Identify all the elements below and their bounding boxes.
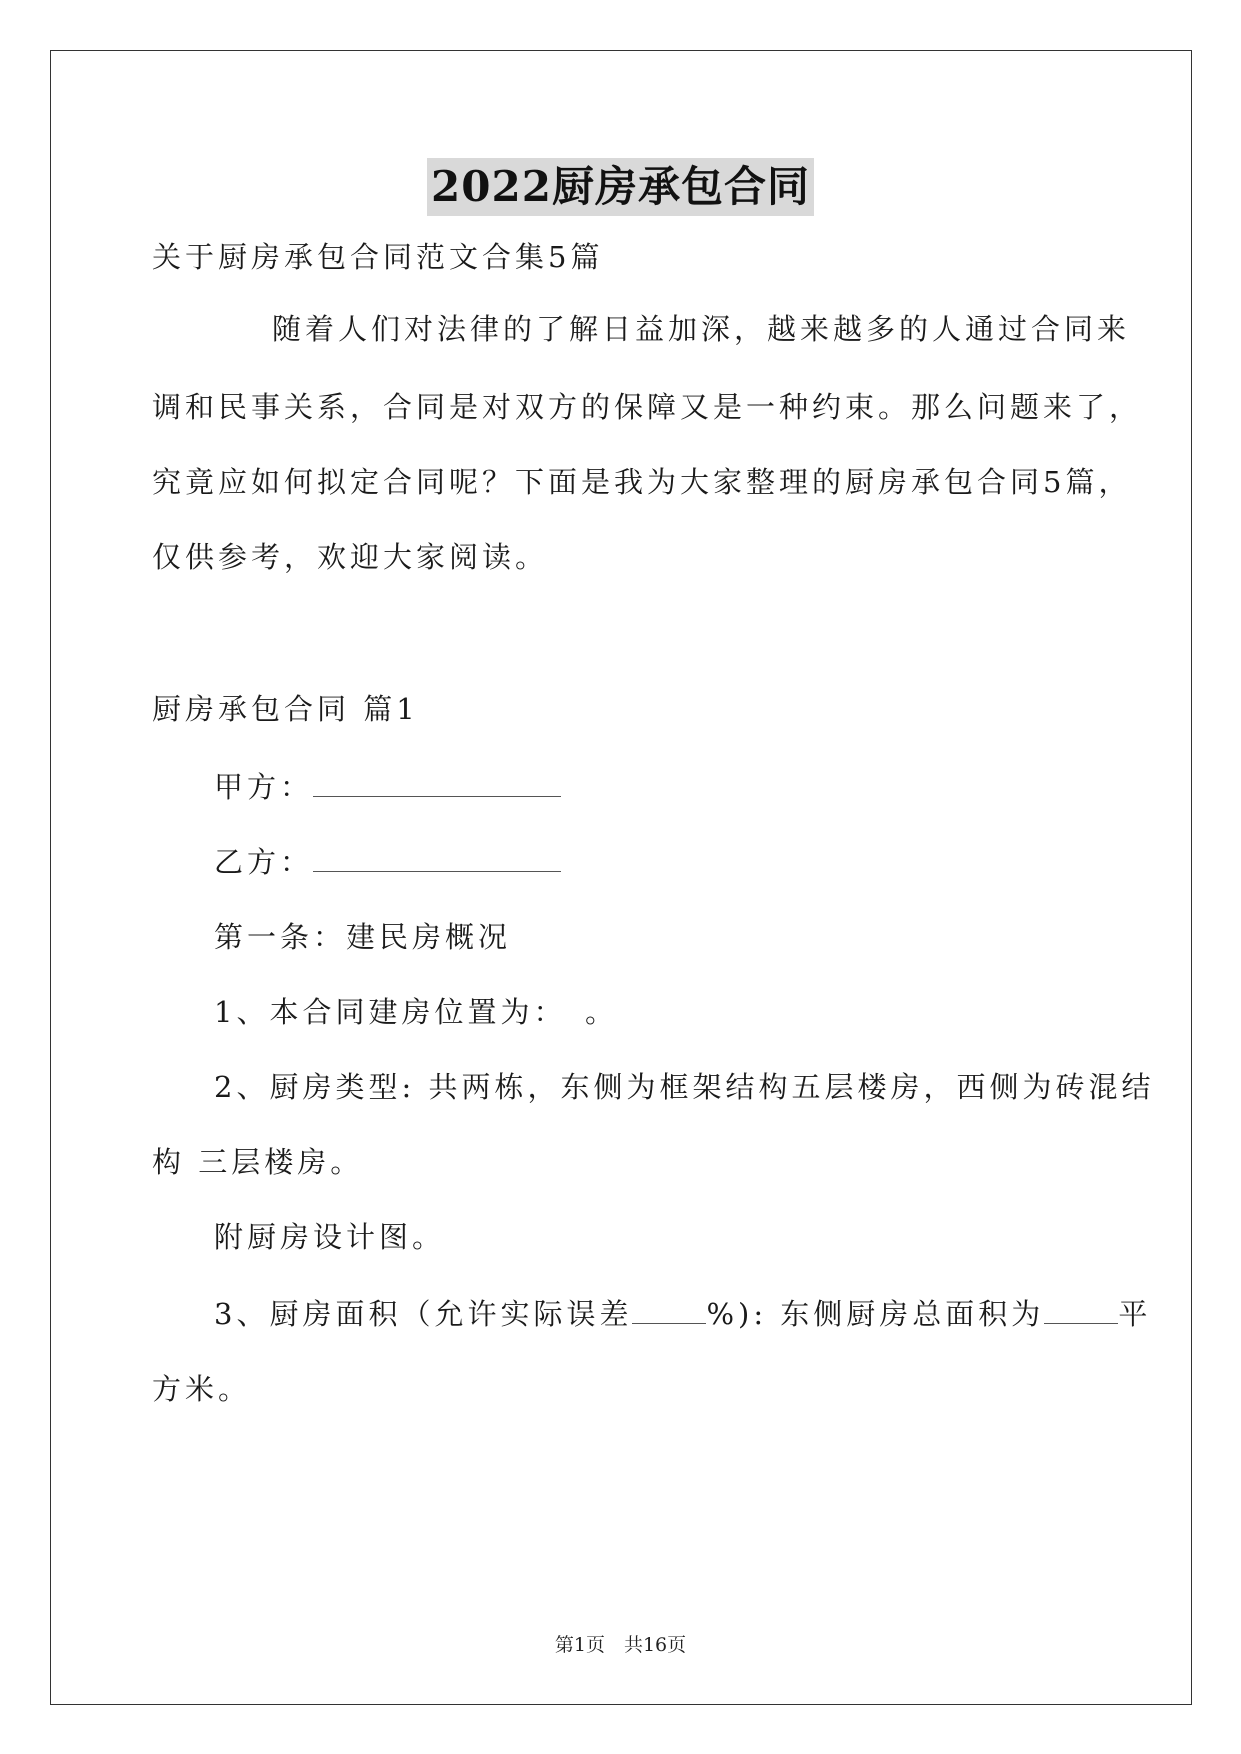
error-percent-blank: [632, 1297, 706, 1324]
document-title: 2022厨房承包合同: [427, 158, 814, 216]
attachment-note: 附厨房设计图。: [214, 1220, 446, 1254]
intro-line-3: 究竟应如何拟定合同呢？下面是我为大家整理的厨房承包合同5篇，: [152, 465, 1132, 499]
item-3-part-1: 3、厨房面积（允许实际误差: [214, 1297, 633, 1331]
intro-line-1: 随着人们对法律的了解日益加深，越来越多的人通过合同来: [272, 312, 1131, 346]
intro-line-4: 仅供参考，欢迎大家阅读。: [152, 540, 549, 574]
party-b-blank: [313, 845, 561, 872]
east-area-blank: [1044, 1297, 1118, 1324]
item-3-line-1: [214, 1297, 1151, 1331]
article-1-heading: 第一条：建民房概况: [214, 920, 512, 954]
document-subtitle: 关于厨房承包合同范文合集5篇: [152, 240, 604, 274]
item-3-part-2: %): 东侧厨房总面积为: [706, 1297, 1045, 1331]
intro-line-2: 调和民事关系，合同是对双方的保障又是一种约束。那么问题来了，: [152, 390, 1143, 424]
party-a-label: 甲方：: [214, 770, 314, 804]
party-a-row: [214, 770, 561, 804]
party-b-row: [214, 845, 561, 879]
party-a-blank: [313, 770, 561, 797]
item-2-line-1: 2、厨房类型: 共两栋，东侧为框架结构五层楼房，西侧为砖混结: [214, 1070, 1155, 1104]
item-3-part-3: 平: [1118, 1297, 1152, 1331]
item-2-line-2: 构 三层楼房。: [152, 1145, 364, 1179]
party-b-label: 乙方：: [214, 845, 314, 879]
item-1: 1、本合同建房位置为： 。: [214, 995, 618, 1029]
section-heading: 厨房承包合同 篇1: [152, 692, 419, 726]
document-title-wrap: [0, 158, 1241, 216]
page-footer: 第1页 共16页: [554, 1634, 687, 1656]
item-3-line-2: 方米。: [152, 1372, 252, 1406]
